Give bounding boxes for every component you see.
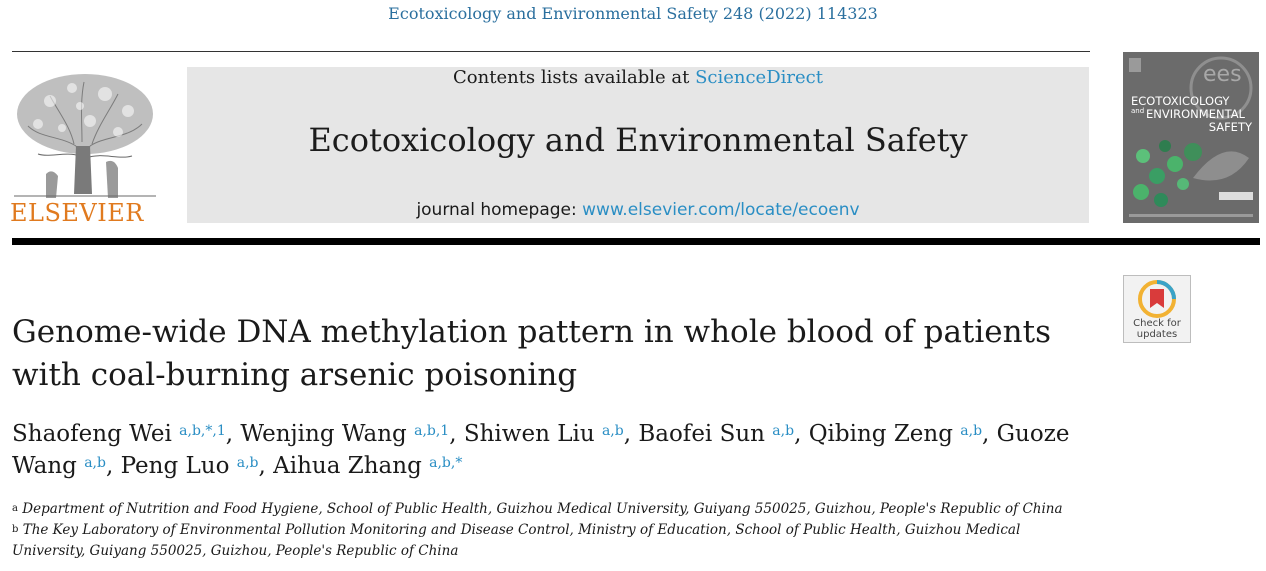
author-5-affil-marks[interactable]: a,b xyxy=(960,423,983,439)
author-list: Shaofeng Wei $^{a,b,*,1}$, Wenjing Wang $^{a,b,1}$, Shiwen Liu $^{a,b}$, Baofei Sun $^{a,b}$, Qibing Zeng $^{a,b}$, Guoze Wang $^{a,b}$, Peng Luo $^{a,b}$, Aihua Zhang $^{a,b,*}$ xyxy=(12,421,1070,479)
homepage-prefix: journal homepage: xyxy=(416,200,577,220)
author-1[interactable]: Shaofeng Wei $^{a,b,*,1}$ xyxy=(12,421,226,447)
header-thick-rule xyxy=(12,238,1260,245)
affiliations xyxy=(12,499,1092,562)
journal-name: Ecotoxicology and Environmental Safety xyxy=(308,121,968,159)
author-1-affil-marks[interactable]: a,b,*,1 xyxy=(179,423,226,439)
contents-prefix: Contents lists available at xyxy=(453,67,690,88)
affiliation-a: $^a$ Department of Nutrition and Food Hygiene, School of Public Health, Guizhou Medical University, Guiyang 550025, Guizhou, People's Republic of China xyxy=(12,501,1063,517)
cover-connector: and xyxy=(1131,107,1145,115)
cover-title-1: ECOTOXICOLOGY xyxy=(1131,94,1230,108)
author-3[interactable]: Shiwen Liu $^{a,b}$ xyxy=(463,421,624,447)
affiliation-b: $^b$ The Key Laboratory of Environmental Pollution Monitoring and Disease Control, Ministry of Education, School of Public Health, Guizhou Medical University, Guiyang 550025, Guizhou, People's Republic of China xyxy=(12,522,1021,559)
homepage-line xyxy=(187,200,1089,220)
contents-line xyxy=(187,67,1089,88)
author-8[interactable]: Aihua Zhang $^{a,b,*}$ xyxy=(273,453,463,479)
author-7-affil-marks[interactable]: a,b xyxy=(236,455,259,471)
author-2[interactable]: Wenjing Wang $^{a,b,1}$ xyxy=(240,421,450,447)
sciencedirect-link[interactable]: ScienceDirect xyxy=(695,67,823,88)
affiliation-mark: a xyxy=(12,503,18,514)
author-6-affil-marks[interactable]: a,b xyxy=(84,455,106,471)
author-7[interactable]: Peng Luo $^{a,b}$ xyxy=(120,453,259,479)
author-8-affil-marks[interactable]: a,b,* xyxy=(429,455,463,471)
author-3-affil-marks[interactable]: a,b xyxy=(601,423,624,439)
author-4-affil-marks[interactable]: a,b xyxy=(772,423,795,439)
author-4[interactable]: Baofei Sun $^{a,b}$ xyxy=(638,421,795,447)
cover-badge: ees xyxy=(1203,62,1242,87)
elsevier-logo[interactable] xyxy=(10,66,160,226)
header-rule xyxy=(12,51,1090,52)
article-title: Genome-wide DNA methylation pattern in whole blood of patients with coal-burning arsenic poisoning xyxy=(12,314,1051,393)
journal-cover[interactable] xyxy=(1123,52,1259,223)
check-updates-line2: updates xyxy=(1136,329,1178,340)
journal-citation: Ecotoxicology and Environmental Safety 248 (2022) 114323 xyxy=(388,4,878,23)
affiliation-mark: b xyxy=(12,524,19,535)
homepage-link[interactable]: www.elsevier.com/locate/ecoenv xyxy=(582,200,860,220)
cover-title-2: ENVIRONMENTAL xyxy=(1146,107,1245,121)
bookmark-ribbon-icon xyxy=(1137,279,1177,319)
publisher-name: ELSEVIER xyxy=(10,199,144,227)
cover-title-3: SAFETY xyxy=(1208,120,1252,134)
check-for-updates-label xyxy=(1124,318,1190,340)
check-for-updates-button[interactable] xyxy=(1123,275,1191,343)
author-5[interactable]: Qibing Zeng $^{a,b}$ xyxy=(808,421,983,447)
check-updates-line1: Check for xyxy=(1133,318,1181,329)
author-6[interactable]: Guoze Wang $^{a,b}$ xyxy=(12,421,1070,479)
journal-banner xyxy=(187,67,1089,223)
author-2-affil-marks[interactable]: a,b,1 xyxy=(414,423,450,439)
